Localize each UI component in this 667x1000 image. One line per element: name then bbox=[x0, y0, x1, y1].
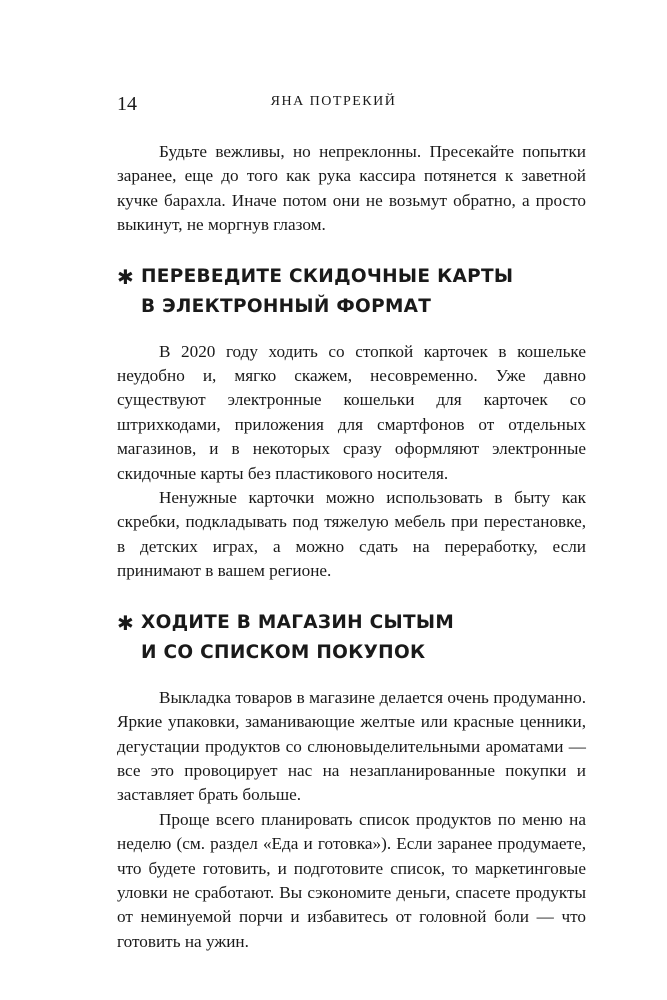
section-heading-discount-cards bbox=[117, 262, 586, 322]
section-title-line: ПЕРЕВЕДИТЕ СКИДОЧНЫЕ КАРТЫ bbox=[141, 265, 514, 287]
section-title bbox=[141, 262, 586, 322]
asterisk-icon: ✱ bbox=[117, 610, 135, 635]
section-heading-shopping-list bbox=[117, 608, 586, 668]
section-paragraph: Выкладка товаров в магазине делается очень продуманно. Яркие упаковки, заманивающие желтые или красные ценники, дегустации продуктов со слюновыделительными ароматами — все это провоцирует нас на незапланированные покупки и заставляет брать больше. bbox=[117, 687, 586, 805]
running-header-author: ЯНА ПОТРЕКИЙ bbox=[270, 94, 397, 109]
page-body bbox=[117, 140, 586, 954]
section-title-line: ХОДИТЕ В МАГАЗИН СЫТЫМ bbox=[141, 611, 455, 633]
section-paragraph: Ненужные карточки можно использовать в быту как скребки, подкладывать под тяжелую мебель при перестановке, в детских играх, а можно сдать на переработку, если принимают в вашем регионе. bbox=[117, 488, 586, 581]
section-paragraph: В 2020 году ходить со стопкой карточек в кошельке неудобно и, мягко скажем, несовременно. Уже давно существуют электронные кошельки для карточек со штрихкодами, приложения для смартфонов от отдельных магазинов, и в некоторых сразу оформляют электронные скидочные карты без пластикового носителя. bbox=[117, 341, 586, 483]
page-number: 14 bbox=[117, 93, 137, 115]
intro-paragraph: Будьте вежливы, но непреклонны. Пресекайте попытки заранее, еще до того как рука кассира потянется к заветной кучке барахла. Иначе потом они не возьмут обратно, а просто выкинут, не моргнув глазом. bbox=[117, 142, 586, 235]
section-title-line: И СО СПИСКОМ ПОКУПОК bbox=[141, 641, 426, 663]
section-paragraph: Проще всего планировать список продуктов по меню на неделю (см. раздел «Еда и готовка»). Если заранее продумаете, что будете готовить, и подготовите список, то маркетинговые уловки не сработают. Вы сэкономите деньги, спасете продукты от неминуемой порчи и избавитесь от головной боли — что готовить на ужин. bbox=[117, 809, 586, 951]
asterisk-icon: ✱ bbox=[117, 264, 135, 289]
section-title-line: В ЭЛЕКТРОННЫЙ ФОРМАТ bbox=[141, 295, 432, 317]
section-title bbox=[141, 608, 586, 668]
